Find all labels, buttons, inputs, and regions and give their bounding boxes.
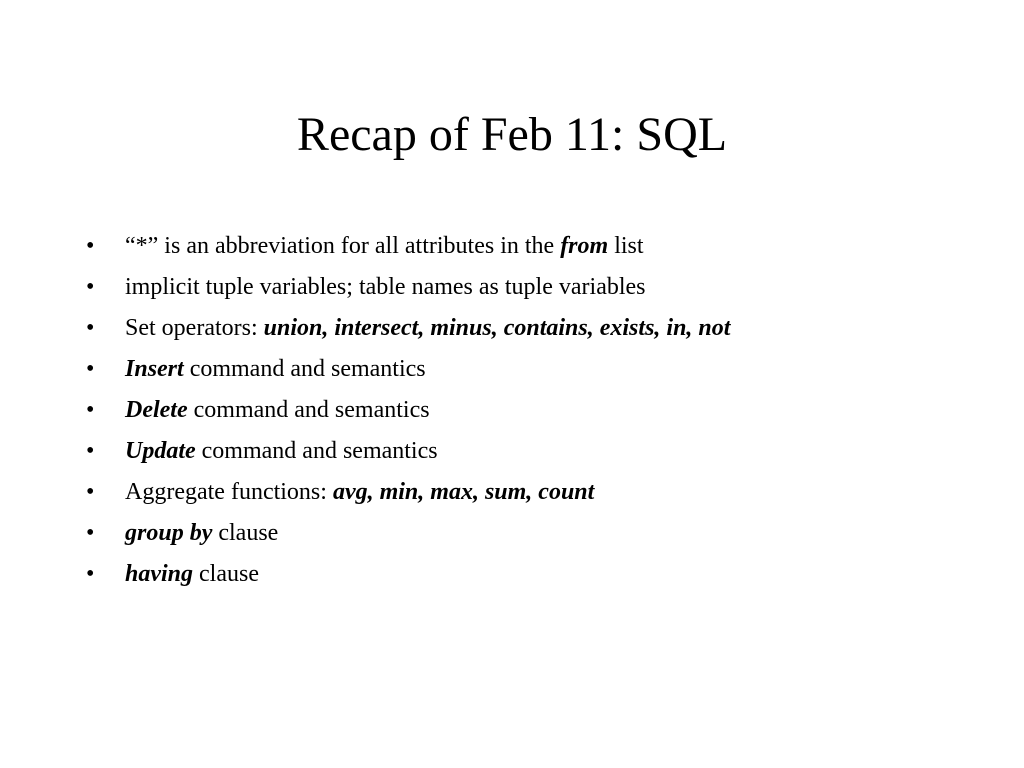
bullet-icon: • [86,561,95,587]
keyword-run: group by [125,520,213,546]
keyword-run: Insert [125,356,184,382]
text-run: command and semantics [195,438,438,464]
bullet-item [0,349,1024,390]
bullet-icon: • [86,479,95,505]
bullet-item [0,226,1024,267]
keyword-run: from [560,233,609,259]
bullet-list [0,226,1024,595]
bullet-icon: • [86,274,95,300]
keyword-run: avg, min, max, sum, count [332,479,595,505]
bullet-item [0,431,1024,472]
bullet-icon: • [86,397,95,423]
bullet-item [0,308,1024,349]
bullet-text [125,390,430,430]
keyword-run: Update [125,438,196,464]
bullet-text [125,349,426,389]
text-run: implicit tuple variables; table names as tuple variables [125,274,646,300]
bullet-text [125,267,646,307]
text-run: “*” is an abbreviation for all attributes in the [125,233,561,259]
bullet-icon: • [86,438,95,464]
bullet-icon: • [86,356,95,382]
bullet-text [125,554,259,594]
bullet-text [125,472,594,512]
bullet-item [0,554,1024,595]
slide-title: Recap of Feb 11: SQL [296,108,728,161]
text-run: clause [193,561,259,587]
bullet-text [125,431,438,471]
text-run: Aggregate functions: [125,479,333,505]
text-run: list [608,233,644,259]
bullet-icon: • [86,520,95,546]
bullet-item [0,267,1024,308]
bullet-item [0,472,1024,513]
text-run: command and semantics [183,356,426,382]
bullet-icon: • [86,315,95,341]
text-run: clause [212,520,279,546]
keyword-run: union, intersect, minus, contains, exists, in, not [263,315,731,341]
text-run: Set operators: [125,315,264,341]
bullet-text [125,308,730,348]
bullet-icon: • [86,233,95,259]
bullet-text [125,513,278,553]
keyword-run: Delete [125,397,188,423]
bullet-item [0,513,1024,554]
keyword-run: having [125,561,194,587]
bullet-item [0,390,1024,431]
text-run: command and semantics [187,397,430,423]
bullet-text [125,226,644,266]
